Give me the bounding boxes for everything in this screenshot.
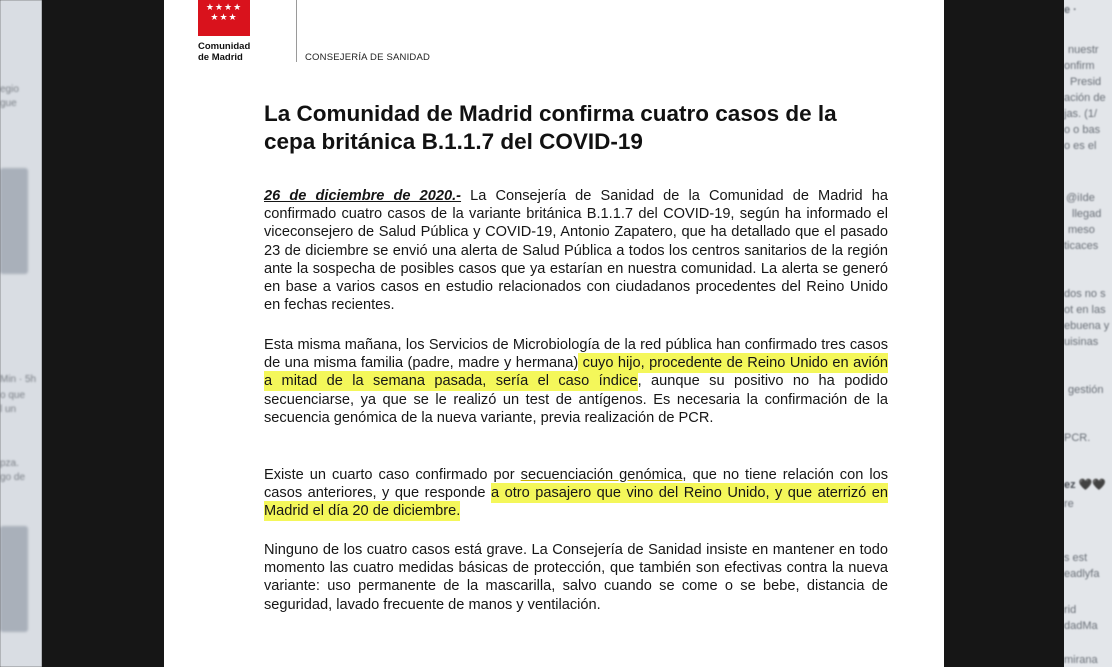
title-line1: La Comunidad de Madrid confirma cuatro casos de la (264, 101, 837, 126)
bg-image (0, 168, 28, 274)
bg-text: eadlyfa (1064, 568, 1100, 580)
bg-text: rid (1064, 604, 1077, 616)
paragraph-2-end: , aunque su positivo no ha podido secuenciarse, ya que se le realizó un test de antígenos. Es necesaria la confirmación de la secuencia genómica de la nueva variante, previa realización de PCR. (264, 373, 889, 426)
bg-text: ebuena y (1064, 320, 1110, 332)
bg-text: o es el (1064, 140, 1097, 152)
background-right-panel (1064, 0, 1112, 667)
bg-text: ot en las (1064, 304, 1106, 316)
paragraph-1-body: La Consejería de Sanidad de la Comunidad de Madrid ha confirmado cuatro casos de la variante británica B.1.1.7 del COVID-19, según ha informado el viceconsejero de Salud Pública y COVID-19, Antonio Zapatero, que ha detallado que el pasado 23 de diciembre se envió una alerta de Salud Pública a todos los centros sanitarios de la región ante la sospecha de posibles casos que ya estarían en nuestra comunidad. La alerta se generó en base a varios casos en estudio relacionados con ciudadanos procedentes del Reino Unido en fechas recientes. (264, 188, 888, 314)
bg-text: o o bas (1064, 124, 1101, 136)
bg-text: llegad (1072, 208, 1102, 220)
paragraph-4: Ninguno de los cuatro casos está grave. La Consejería de Sanidad insiste en mantener en todo momento las cuatro medidas básicas de protección, que también son efectivas contra la nueva variante: uso permanente de la mascarilla, salvo cuando se come o se bebe, distancia de seguridad, lavado frecuente de manos y ventilación. (264, 542, 888, 613)
stars-icon: ★★★★ ★★★ (205, 3, 243, 23)
bg-text: pza. (0, 458, 19, 469)
press-date: 26 de diciembre de 2020.- (264, 188, 462, 204)
background-left-panel (0, 0, 42, 667)
paragraph-3-start: Existe un cuarto caso confirmado por (264, 467, 521, 483)
paragraph-1 (264, 187, 888, 314)
logo-divider (296, 0, 297, 62)
bg-text: uisinas (1064, 336, 1099, 348)
paragraph-3-middle: , que no tiene relación con los casos anteriores, y que responde (264, 467, 888, 502)
paragraph-2 (264, 336, 888, 427)
bg-text: jas. (1/ (1064, 108, 1098, 120)
bg-text: Presid (1070, 76, 1102, 88)
overlay-right (944, 0, 1064, 667)
bg-image (0, 526, 28, 632)
bg-text: s est (1064, 552, 1088, 564)
bg-text: ación de (1064, 92, 1106, 104)
bg-text: nuestr (1068, 44, 1099, 56)
bg-text: go de (0, 472, 26, 483)
document-title (264, 100, 904, 156)
bg-text: meso (1068, 224, 1095, 236)
bg-text: mirana (1064, 654, 1098, 666)
bg-text: onfirm (1064, 60, 1095, 72)
org-name (198, 41, 250, 63)
bg-text: egio (0, 84, 19, 95)
bg-text: l un (0, 404, 17, 415)
bg-text: o que (0, 390, 26, 401)
org-name-line2: de Madrid (198, 52, 243, 63)
highlighted-text: a otro pasajero que vino del Reino Unido, y que aterrizó en Madrid el día 20 de diciembre. (264, 485, 888, 520)
bg-text: gestión (1068, 384, 1104, 396)
bg-text: gue (0, 98, 17, 109)
bg-text: dos no s (1064, 288, 1106, 300)
bg-text: PCR. (1064, 432, 1091, 444)
highlighted-text: cuyo hijo, procedente de Reino Unido en avión a mitad de la semana pasada, sería el caso índice (264, 355, 888, 390)
department-name: CONSEJERÍA DE SANIDAD (305, 52, 431, 63)
paragraph-2-start: Esta misma mañana, los Servicios de Microbiología de la red pública han confirmado tres casos de una misma familia (padre, madre y hermana) (264, 337, 888, 372)
bg-text: dadMa (1064, 620, 1098, 632)
bg-text: Min · 5h (0, 374, 37, 385)
paragraph-3 (264, 466, 888, 521)
overlay-left (42, 0, 164, 667)
madrid-flag-icon (198, 0, 250, 36)
bg-text: @iIde (1066, 192, 1095, 204)
bg-text: ez 🖤🖤 (1064, 479, 1107, 491)
bg-text: re (1064, 498, 1074, 510)
bg-text: e · (1064, 4, 1077, 16)
underlined-text: secuenciación genómica (520, 467, 683, 483)
title-line2: cepa británica B.1.1.7 del COVID-19 (264, 129, 643, 154)
org-name-line1: Comunidad (198, 41, 251, 52)
bg-text: ticaces (1064, 240, 1099, 252)
document-page (164, 0, 944, 667)
